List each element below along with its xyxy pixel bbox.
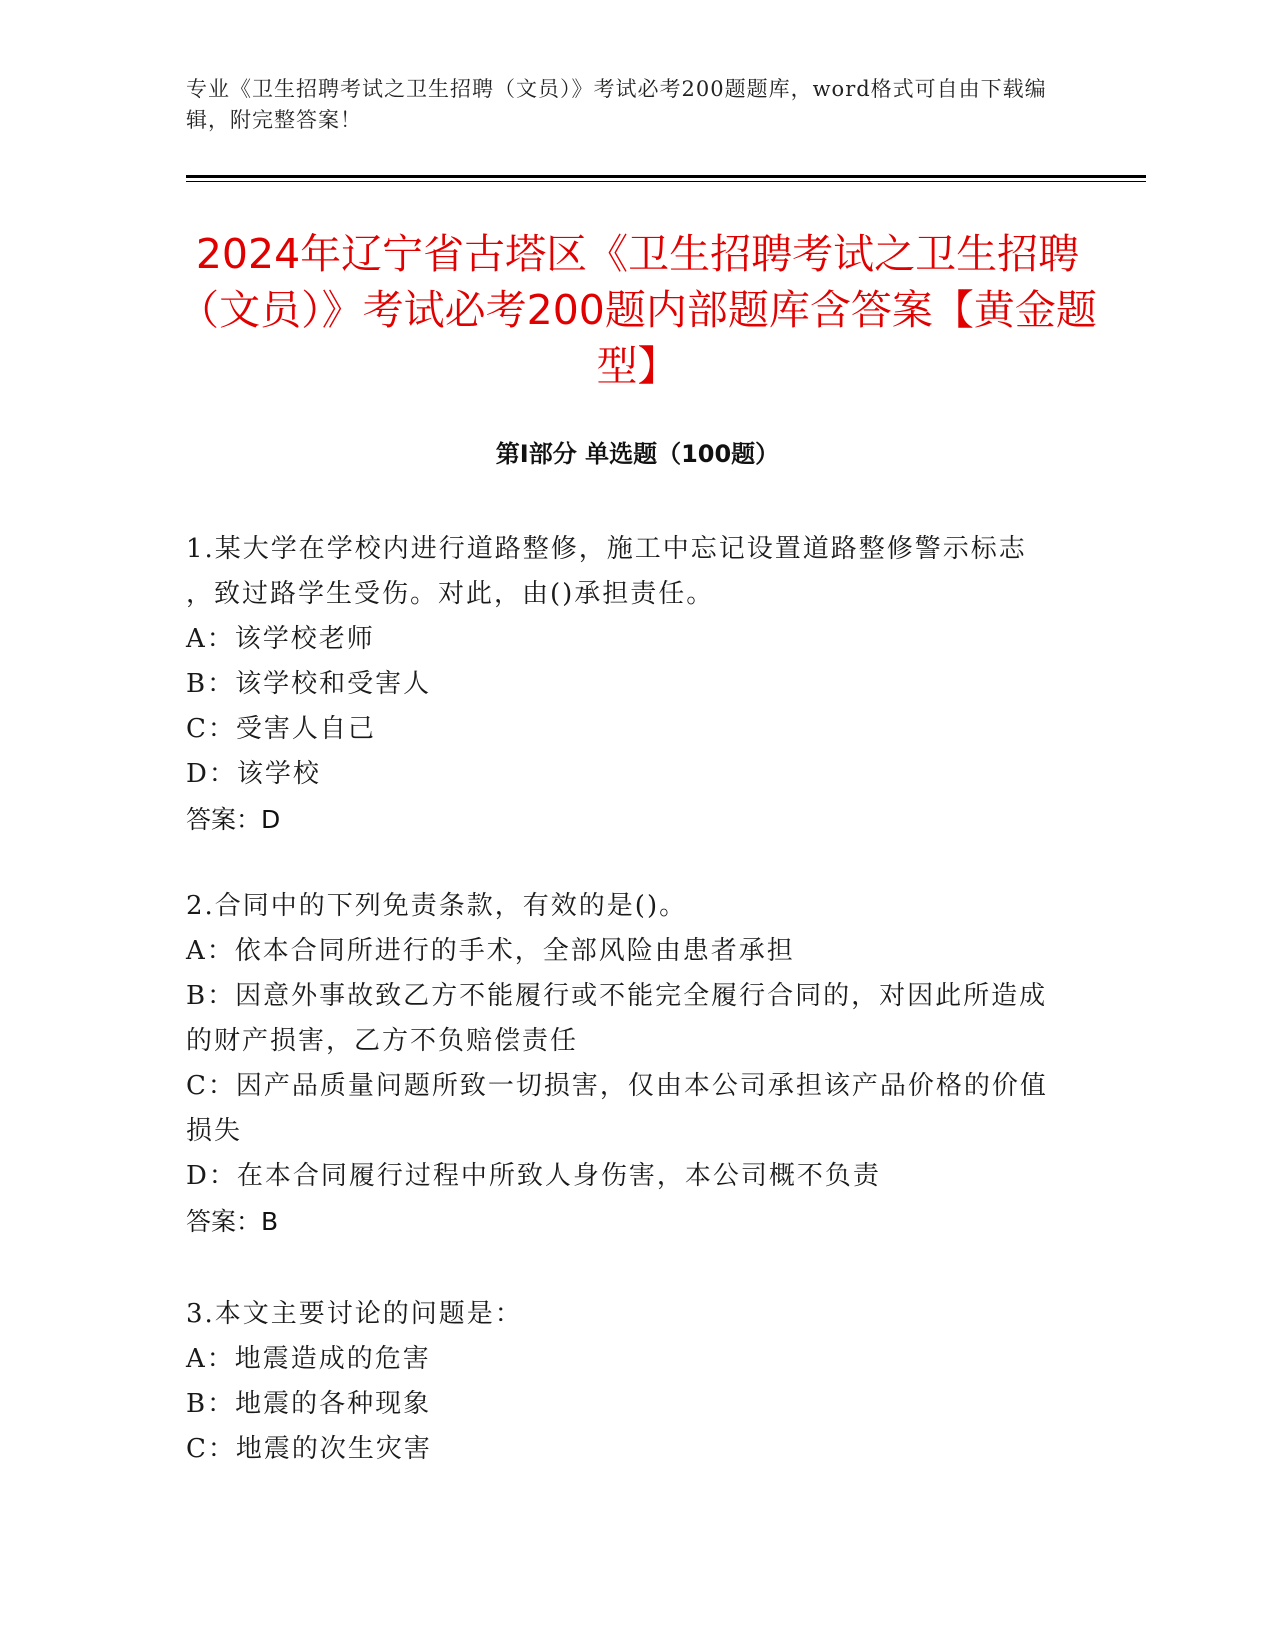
question-2: [186, 884, 1066, 1244]
option-c-continued: 损失: [186, 1116, 243, 1146]
option-a: A：依本合同所进行的手术，全部风险由患者承担: [186, 936, 795, 966]
option-a: A：地震造成的危害: [186, 1344, 431, 1374]
option-c: C：因产品质量问题所致一切损害，仅由本公司承担该产品价格的价值: [186, 1071, 1048, 1101]
option-c: C：受害人自己: [186, 714, 376, 744]
option-a: A：该学校老师: [186, 624, 375, 654]
option-b: B：地震的各种现象: [186, 1389, 432, 1419]
question-stem-line: 3.本文主要讨论的问题是：: [186, 1299, 523, 1329]
option-d: D：在本合同履行过程中所致人身伤害，本公司概不负责: [186, 1161, 881, 1191]
section-title: 第I部分 单选题（100题）: [495, 440, 780, 468]
question-3: [186, 1292, 1066, 1472]
header-rule-thin: [186, 181, 1146, 182]
option-b: B：该学校和受害人: [186, 669, 432, 699]
question-stem-line: ，致过路学生受伤。对此，由()承担责任。: [186, 579, 715, 609]
option-d: D：该学校: [186, 759, 321, 789]
question-1: [186, 527, 1066, 842]
answer: 答案：B: [186, 1207, 279, 1236]
option-b-continued: 的财产损害，乙方不负赔偿责任: [186, 1026, 579, 1056]
question-stem-line: 2.合同中的下列免责条款，有效的是()。: [186, 891, 688, 921]
header-note: 专业《卫生招聘考试之卫生招聘（文员）》考试必考200题题库，word格式可自由下载编辑，附完整答案！: [186, 77, 1047, 132]
option-b: B：因意外事故致乙方不能履行或不能完全履行合同的，对因此所造成: [186, 981, 1048, 1011]
header-rule-thick: [186, 175, 1146, 178]
document-title: 2024年辽宁省古塔区《卫生招聘考试之卫生招聘（文员）》考试必考200题内部题库含答案【黄金题型】: [178, 230, 1097, 390]
answer: 答案：D: [186, 805, 281, 834]
question-stem-line: 1.某大学在学校内进行道路整修，施工中忘记设置道路整修警示标志: [186, 534, 1027, 564]
option-c: C：地震的次生灾害: [186, 1434, 432, 1464]
